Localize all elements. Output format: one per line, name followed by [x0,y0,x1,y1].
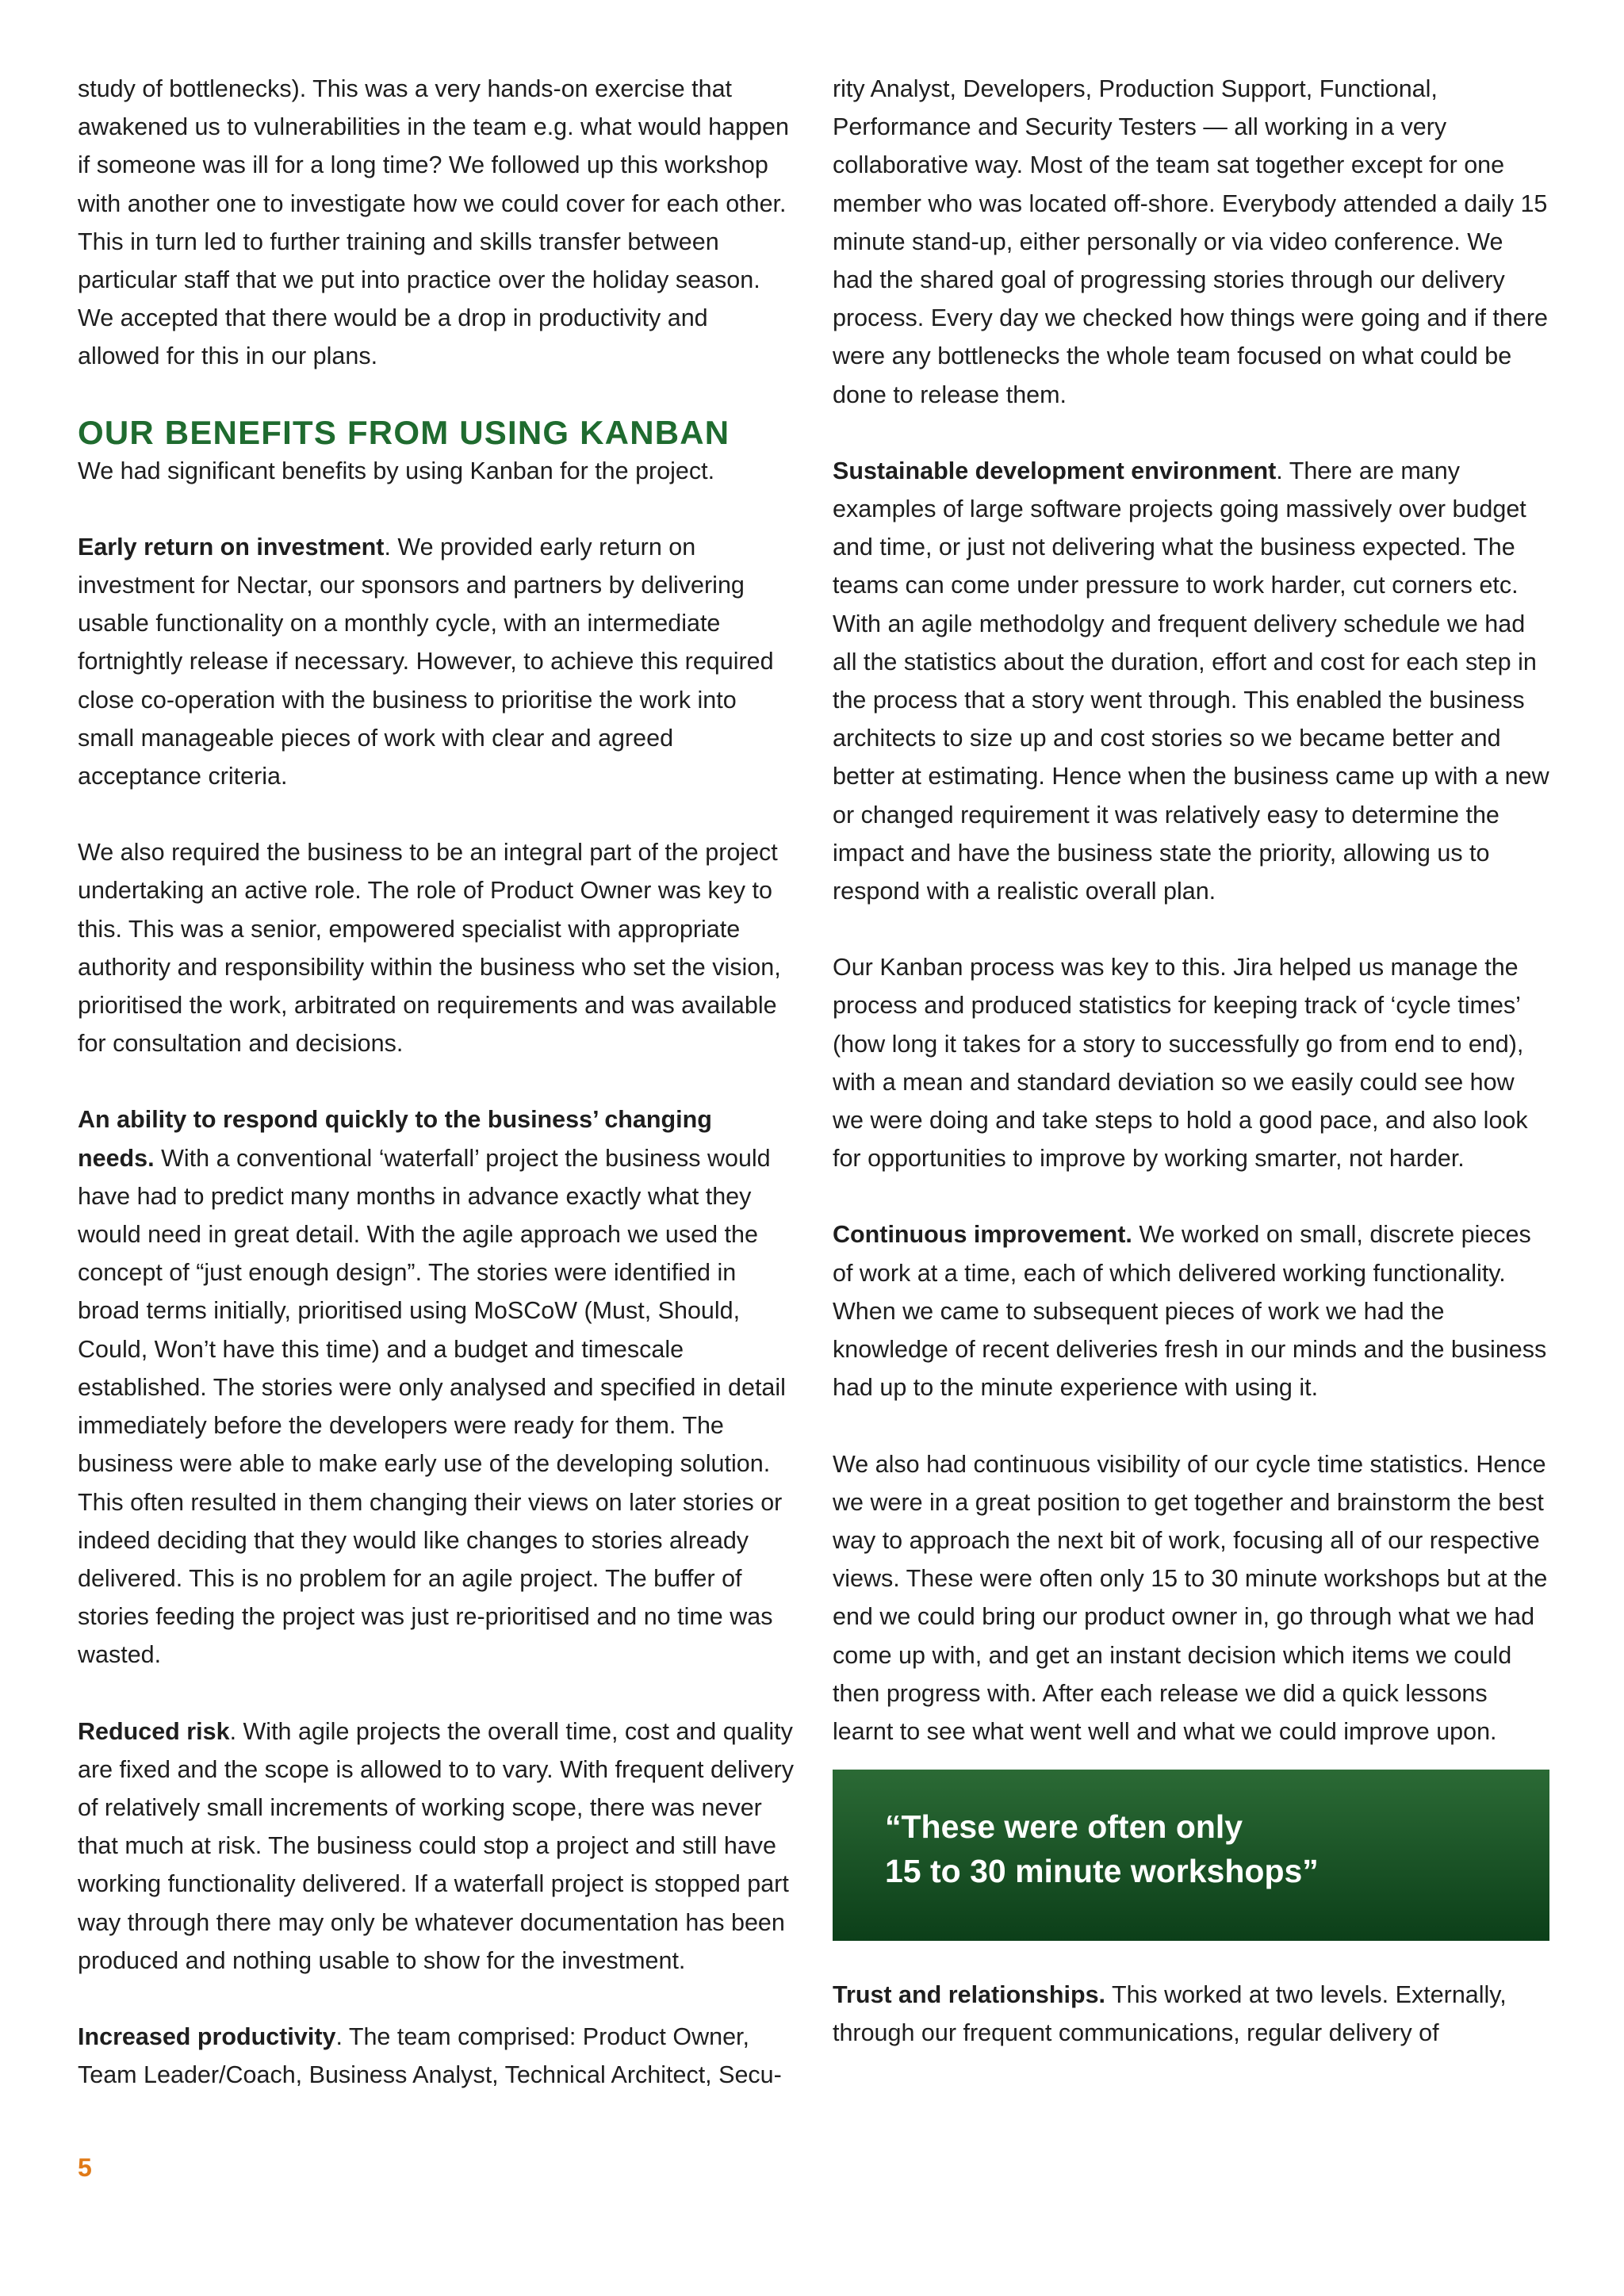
productivity-lead: Increased productivity [78,2022,336,2050]
sustainable-body: . There are many examples of large software projects going massively over budget and time, or just not delivering what the business expected. The teams can come under pressure to work harder, cut corners etc. With an agile methodolgy and frequent delivery schedule we had all the statistics about the duration, effort and cost for each step in the process that a story went through. This enabled the business architects to size up and cost stories so we became better and better at estimating. Hence when the business came up with a new or changed requirement it was relatively easy to determine the impact and have the business state the priority, allowing us to respond with a realistic overall plan. [833,457,1549,905]
paragraph-team-continued: rity Analyst, Developers, Production Support, Functional, Performance and Security Testers — all working in a very collaborative way. Most of the team sat together except for one member who was located off-shore. Everybody attended a daily 15 minute stand-up, either personally or via video conference. We had the shared goal of progressing stories through our delivery process. Every day we checked how things were going and if there were any bottlenecks the whole team focused on what could be done to release them. [833,75,1548,408]
continuous-body: We worked on small, discrete pieces of work at a time, each of which delivered working functionality. When we came to subsequent pieces of work we had the knowledge of recent deliveries fresh in our minds and the business had up to the minute experience with using it. [833,1221,1547,1402]
paragraph-trust [833,1976,1549,2052]
paragraph-intro: We had significant benefits by using Kanban for the project. [78,457,715,484]
productivity-body: . The team comprised: Product Owner, Team Leader/Coach, Business Analyst, Technical Architect, Secu- [78,2022,782,2089]
pull-quote [833,1770,1549,1941]
pull-quote-line-2: 15 to 30 minute workshops” [885,1853,1319,1890]
paragraph-visibility: We also had continuous visibility of our cycle time statistics. Hence we were in a great position to get together and brainstorm the best way to approach the next bit of work, focusing all of our respective views. These were often only 15 to 30 minute workshops but at the end we could bring our product owner in, go through what we had come up with, and get an instant decision which items we could then progress with. After each release we did a quick lessons learnt to see what went well and what we could improve upon. [833,1450,1548,1745]
reduced-risk-lead: Reduced risk [78,1717,230,1745]
paragraph-early-return [78,528,795,795]
paragraph-business-role: We also required the business to be an integral part of the project undertaking an active role. The role of Product Owner was key to this. This was a senior, empowered specialist with appropriate authority and responsibility within the business who set the vision, prioritised the work, arbitrated on requirements and was available for consultation and decisions. [78,839,781,1058]
paragraph-kanban-key: Our Kanban process was key to this. Jira helped us manage the process and produced statistics for keeping track of ‘cycle times’ (how long it takes for a story to successfully go from end to end), with a mean and standard deviation so we easily could see how we were doing and take steps to hold a good pace, and also look for opportunities to improve by working smarter, not harder. [833,954,1528,1173]
paragraph-sustainable [833,452,1549,910]
paragraph-reduced-risk [78,1712,795,1980]
paragraph-productivity [78,2018,795,2094]
left-column [78,70,795,2094]
reduced-risk-body: . With agile projects the overall time, cost and quality are fixed and the scope is allowed to to vary. With frequent delivery of relatively small increments of working scope, there was never that much at risk. The business could stop a project and still have working functionality delivered. If a waterfall project is stopped part way through there may only be whatever documentation has been produced and nothing usable to show for the investment. [78,1717,795,1974]
paragraph-respond [78,1100,795,1674]
sustainable-lead: Sustainable development environment [833,457,1277,484]
trust-lead: Trust and relationships. [833,1981,1106,2009]
section-heading: OUR BENEFITS FROM USING KANBAN [78,413,730,451]
continuous-lead: Continuous improvement. [833,1221,1132,1249]
page-number: 5 [78,2153,92,2182]
paragraph-bottlenecks: study of bottlenecks). This was a very hands-on exercise that awakened us to vulnerabilities in the team e.g. what would happen if someone was ill for a long time? We followed up this workshop with another one to investigate how we could cover for each other. This in turn led to further training and skills transfer between particular staff that we put into practice over the holiday season. We accepted that there would be a drop in productivity and allowed for this in our plans. [78,75,789,370]
early-return-body: . We provided early return on investment for Nectar, our sponsors and partners by delivering usable functionality on a monthly cycle, with an intermediate fortnightly release if necessary. However, to achieve this required close co-operation with the business to prioritise the work into small manageable pieces of work with clear and agreed acceptance criteria. [78,533,774,790]
right-column [833,70,1549,2053]
respond-body: With a conventional ‘waterfall’ project the business would have had to predict many months in advance exactly what they would need in great detail. With the agile approach we used the concept of “just enough design”. The stories were identified in broad terms initially, prioritised using MoSCoW (Must, Should, Could, Won’t have this time) and a budget and timescale established. The stories were only analysed and specified in detail immediately before the developers were ready for them. The business were able to make early use of the developing solution. This often resulted in them changing their views on later stories or indeed deciding that they would like changes to stories already delivered. This is no problem for an agile project. The buffer of stories feeding the project was just re-prioritised and no time was wasted. [78,1144,786,1669]
paragraph-continuous [833,1215,1549,1406]
respond-lead: An ability to respond quickly to the business’ changing needs. [78,1106,712,1172]
early-return-lead: Early return on investment [78,533,385,561]
trust-body: This worked at two levels. Externally, through our frequent communications, regular delivery of [833,1981,1507,2047]
pull-quote-line-1: “These were often only [885,1808,1243,1846]
